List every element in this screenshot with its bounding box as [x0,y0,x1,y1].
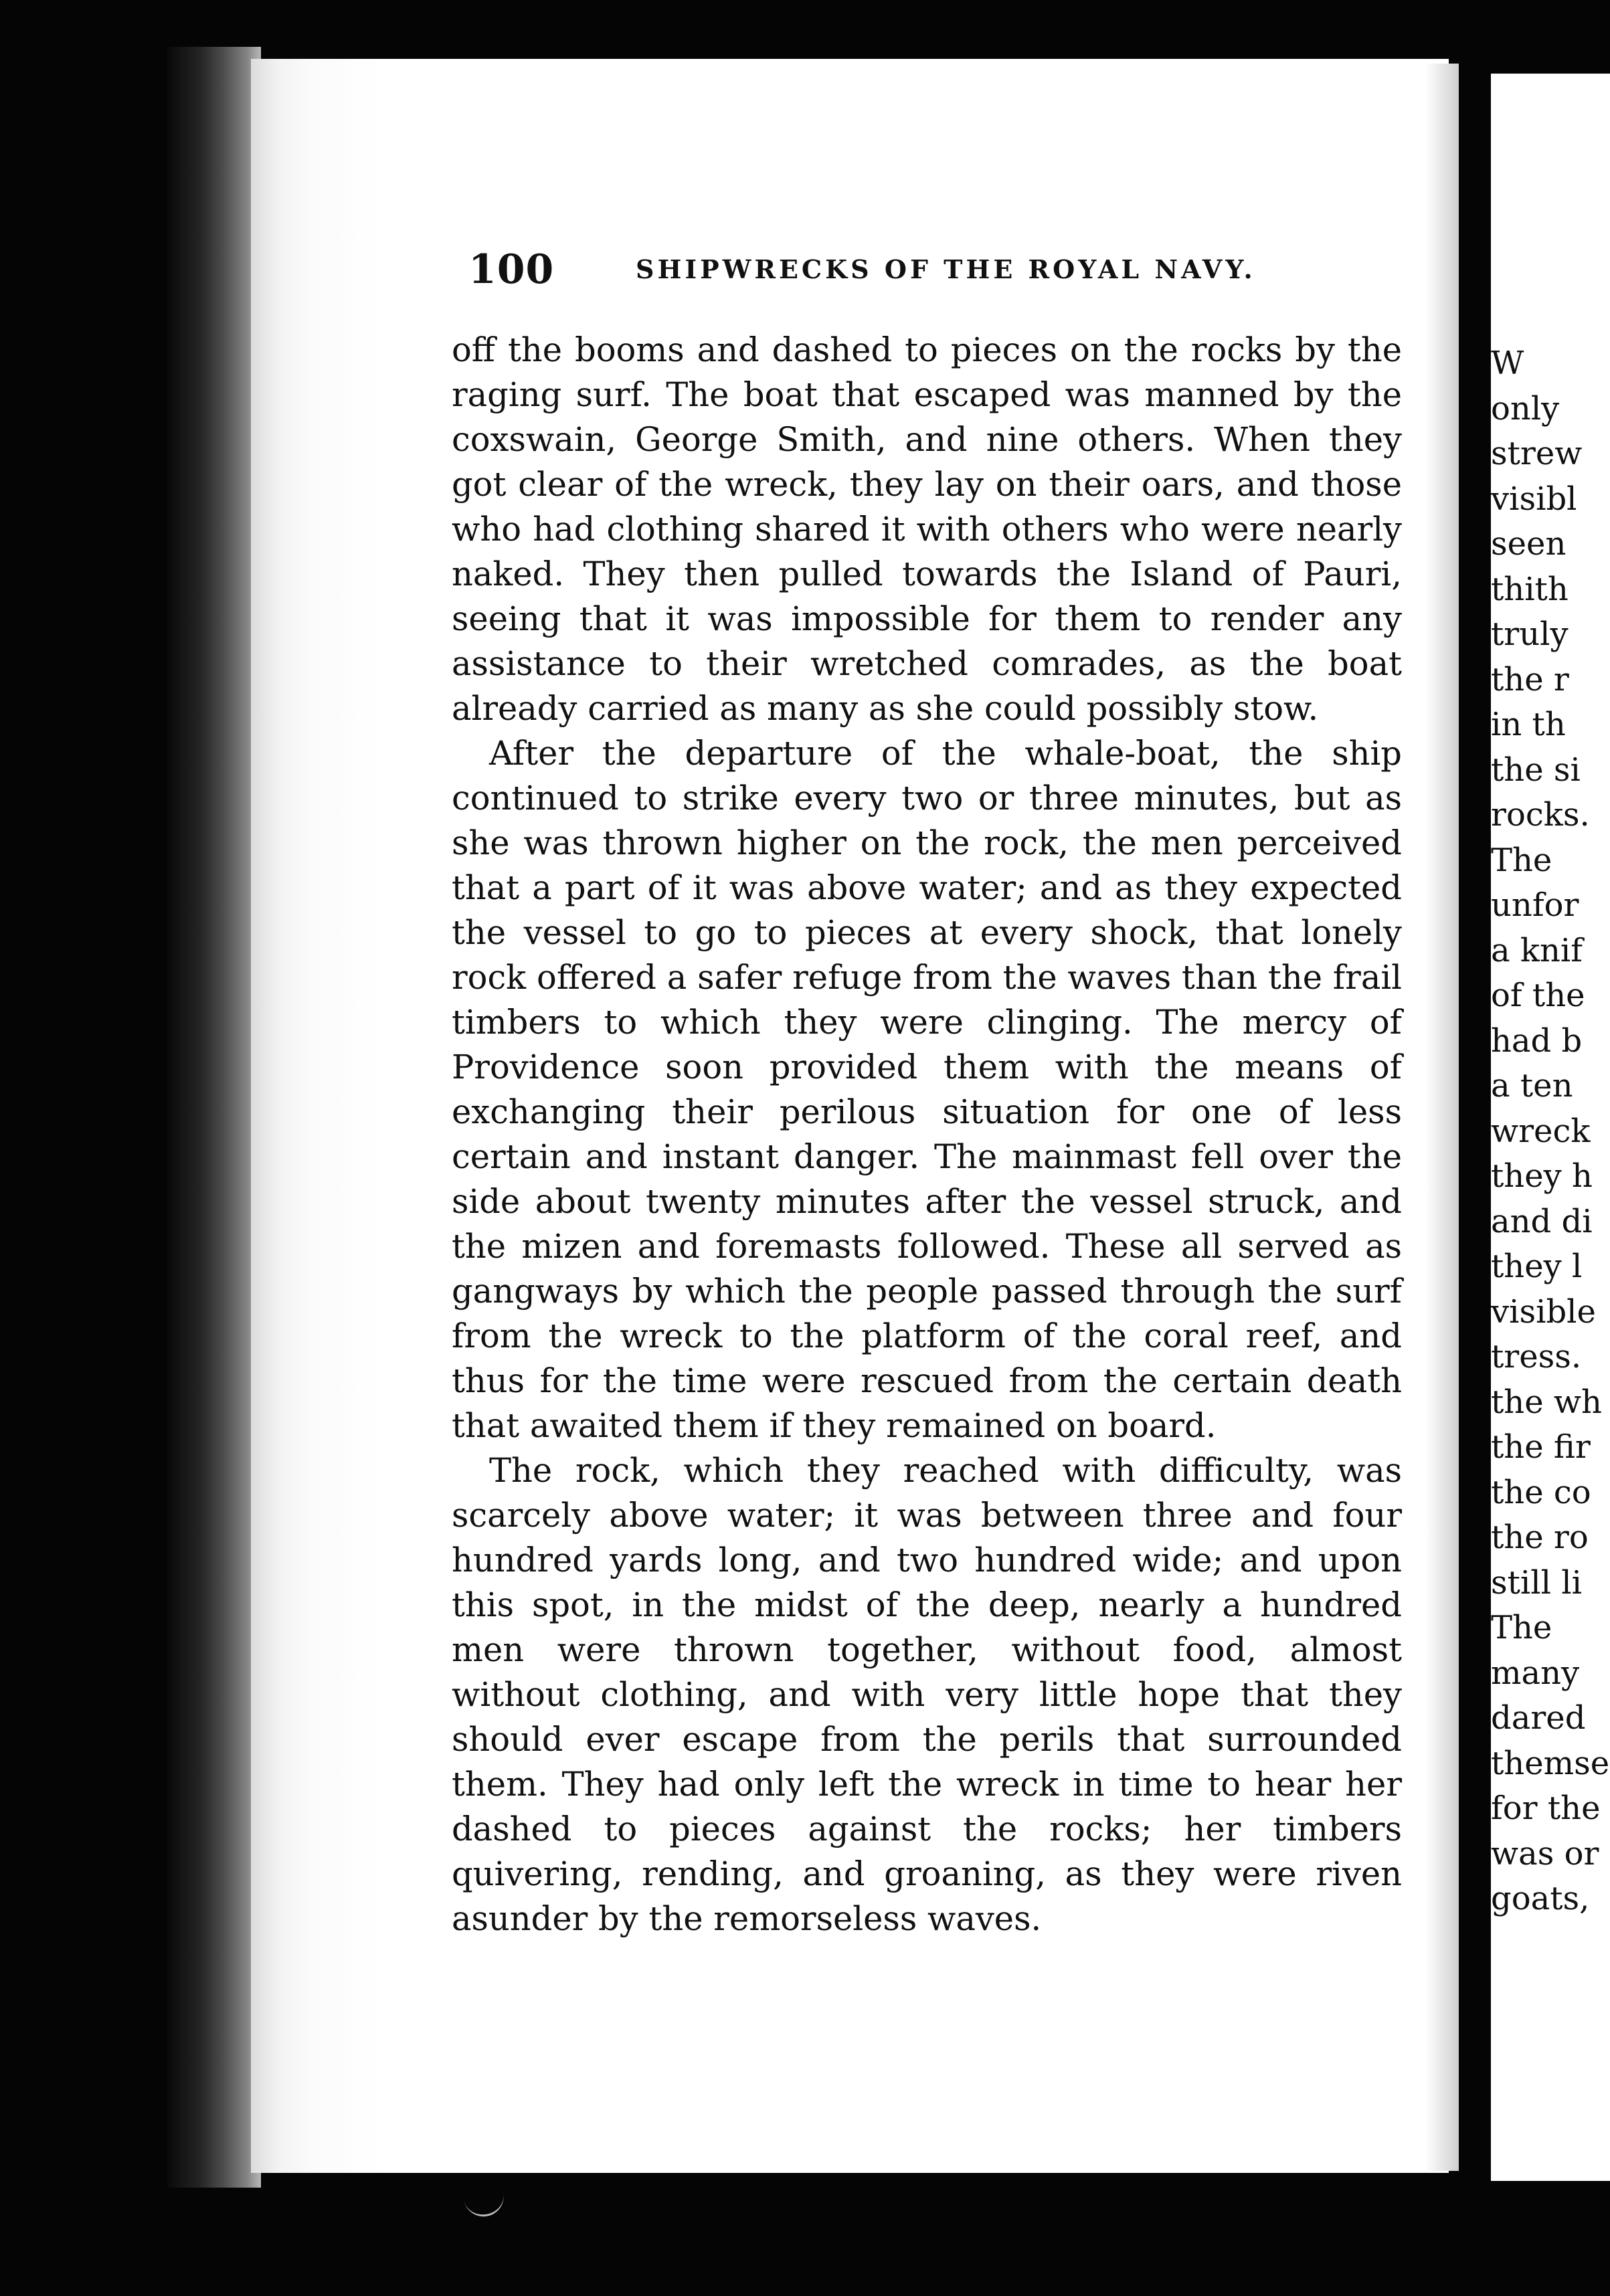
running-head [468,246,1271,293]
facing-line-fragment: they l [1491,1248,1583,1285]
facing-line-fragment: tress. [1491,1338,1582,1375]
facing-line-fragment: a ten [1491,1067,1573,1105]
facing-line-fragment: they h [1491,1157,1593,1195]
paragraph-3: The rock, which they reached with difficulty, was scarcely above water; it was between three and four hundred yards long, and two hundred wide; and upon this spot, in the midst of the deep, nearly a hundred men were thrown together, without food, almost without clothing, and with very little hope that they should ever escape from the perils that surrounded them. They had only left the wreck in time to hear her dashed to pieces against the rocks; her timbers quivering, rending, and groaning, as they were riven asunder by the remorseless waves. [452,1451,1402,1938]
facing-line-fragment: many [1491,1654,1580,1692]
facing-line-fragment: was or [1491,1834,1599,1873]
facing-line-fragment: rocks. [1491,796,1590,834]
facing-line-fragment: visibl [1491,480,1577,518]
facing-line-fragment: and di [1491,1202,1593,1240]
facing-line-fragment: had b [1491,1022,1583,1060]
paragraph-2: After the departure of the whale-boat, the ship continued to strike every two or three minutes, but as she was thrown higher on the rock, the men perceived that a part of it was above water; and as they expected the vessel to go to pieces at every shock, that lonely rock offered a safer refuge from the waves than the frail timbers to which they were clinging. The mercy of Providence soon provided them with the means of exchanging their perilous situation for one of less certain and instant danger. The mainmast fell over the side about twenty minutes after the vessel struck, and the mizen and foremasts followed. These all served as gangways by which the people passed through the surf from the wreck to the platform of the coral reef, and thus for the time were rescued from the certain death that awaited them if they remained on board. [452,734,1402,1445]
facing-line-fragment: The [1491,841,1552,879]
facing-line-fragment: wreck [1491,1112,1591,1150]
facing-line-fragment: strew [1491,435,1583,472]
facing-line-fragment: only [1491,389,1560,427]
facing-page-text [1491,341,1610,1922]
facing-line-fragment: of the [1491,977,1585,1014]
page-number: 100 [468,246,555,293]
facing-line-fragment: W [1491,345,1524,382]
paragraph-1: off the booms and dashed to pieces on the rocks by the raging surf. The boat that escaped was manned by the coxswain, George Smith, and nine others. When they got clear of the wreck, they lay on their oars, and those who had clothing shared it with others who were nearly naked. They then pulled towards the Island of Pauri, seeing that it was impossible for them to render any assistance to their wretched comrades, as the boat already carried as many as she could possibly stow. [452,330,1402,728]
facing-line-fragment: a knif [1491,931,1583,969]
page-body-text [452,328,1402,1941]
facing-page-cropped [1491,74,1610,2181]
facing-line-fragment: the wh [1491,1383,1602,1421]
facing-line-fragment: goats, [1491,1880,1590,1917]
facing-line-fragment: the co [1491,1473,1591,1511]
page-fold-shadow [1425,64,1459,2171]
facing-line-fragment: for the [1491,1790,1601,1827]
facing-line-fragment: truly [1491,615,1569,653]
facing-line-fragment: themse [1491,1744,1610,1782]
facing-line-fragment: still li [1491,1563,1582,1602]
facing-line-fragment: unfor [1491,886,1579,924]
running-title: SHIPWRECKS OF THE ROYAL NAVY. [636,254,1256,284]
facing-line-fragment: visible [1491,1293,1596,1331]
facing-line-fragment: the r [1491,660,1569,698]
facing-line-fragment: The [1491,1609,1552,1646]
facing-line-fragment: thith [1491,570,1569,608]
book-binding-shadow [167,47,261,2188]
facing-line-fragment: the fir [1491,1428,1591,1466]
facing-line-fragment: dared [1491,1699,1586,1737]
facing-line-fragment: the ro [1491,1519,1589,1556]
facing-line-fragment: the si [1491,751,1581,789]
facing-line-fragment: seen [1491,525,1567,563]
facing-line-fragment: in th [1491,706,1566,743]
